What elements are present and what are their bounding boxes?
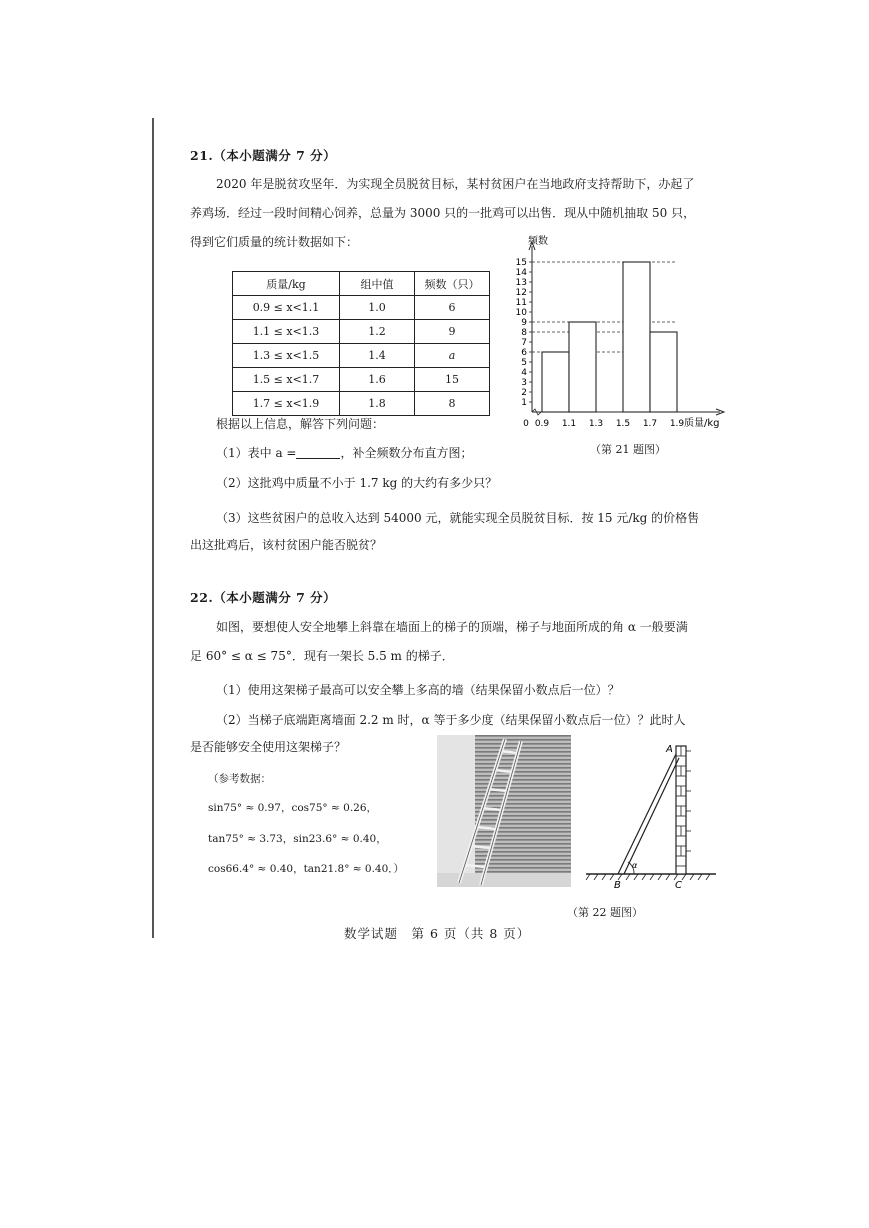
histogram-bar (650, 332, 677, 412)
reference-line3: cos66.4° ≈ 0.40，tan21.8° ≈ 0.40．） (208, 863, 405, 875)
q22-sub1: （1）使用这架梯子最高可以安全攀上多高的墙（结果保留小数点后一位）？ (216, 683, 620, 697)
table-row (233, 296, 490, 320)
reference-line1: sin75° ≈ 0.97，cos75° ≈ 0.26， (208, 802, 378, 814)
x-tick-label: 0 (523, 419, 529, 429)
answer-blank[interactable] (296, 446, 340, 459)
table-cell: 6 (415, 296, 490, 320)
y-tick-label: 5 (521, 358, 527, 368)
q22-intro-line2: 足 60° ≤ α ≤ 75°．现有一架长 5.5 m 的梯子． (190, 649, 454, 663)
ladder-photo (437, 735, 571, 887)
table-cell: 1.4 (340, 344, 415, 368)
y-tick-label: 6 (521, 348, 527, 358)
x-axis-label: 质量/kg (684, 418, 720, 429)
y-tick-label: 8 (521, 328, 527, 338)
y-tick-label: 13 (515, 278, 527, 288)
q21-intro-line2: 养鸡场．经过一段时间精心饲养，总量为 3000 只的一批鸡可以出售．现从中随机抽取 50 只， (190, 206, 696, 220)
table-header-row (233, 272, 490, 296)
y-tick-label: 10 (515, 308, 527, 318)
point-a-label: A (666, 744, 673, 755)
table-row (233, 320, 490, 344)
table-row (233, 368, 490, 392)
table-cell: 1.2 (340, 320, 415, 344)
table-cell: a (415, 344, 490, 368)
angle-alpha-label: α (632, 861, 638, 870)
q21-sub3-line2: 出这批鸡后，该村贫困户能否脱贫？ (190, 538, 383, 552)
reference-line2: tan75° ≈ 3.73，sin23.6° ≈ 0.40， (208, 833, 387, 845)
q22-intro-line1: 如图，要想使人安全地攀上斜靠在墙面上的梯子的顶端，梯子与地面所成的角 α 一般要满 (216, 620, 688, 634)
point-c-label: C (675, 880, 682, 891)
table-cell: 15 (415, 368, 490, 392)
y-tick-label: 9 (521, 318, 527, 328)
q21-sub3-line1: （3）这些贫困户的总收入达到 54000 元，就能实现全员脱贫目标．按 15 元/kg 的价格售 (216, 511, 700, 525)
x-tick-label: 1.3 (588, 419, 604, 429)
table-cell: 0.9 ≤ x<1.1 (233, 296, 340, 320)
histogram-bar (569, 322, 596, 412)
y-tick-label: 4 (521, 368, 527, 378)
x-tick-label: 1.9 (669, 419, 685, 429)
y-tick-label: 12 (515, 288, 527, 298)
q21-sub1 (216, 440, 473, 466)
table-cell: 1.5 ≤ x<1.7 (233, 368, 340, 392)
table-cell: 1.0 (340, 296, 415, 320)
y-tick-label: 11 (515, 298, 527, 308)
q22-header: 22.（本小题满分 7 分） (190, 590, 337, 605)
ladder-geometry-diagram (582, 738, 720, 896)
q22-sub2-line2: 是否能够安全使用这架梯子？ (190, 740, 347, 754)
y-tick-label: 3 (521, 378, 527, 388)
y-tick-label: 2 (521, 388, 527, 398)
q21-sub2: （2）这批鸡中质量不小于 1.7 kg 的大约有多少只？ (216, 476, 498, 490)
page-margin-line (152, 118, 154, 938)
frequency-table (232, 271, 490, 416)
q22-figure-caption: （第 22 题图） (567, 906, 643, 919)
y-axis-label: 频数 (528, 236, 548, 247)
q22-sub2-line1: （2）当梯子底端距离墙面 2.2 m 时，α 等于多少度（结果保留小数点后一位）？此时人 (216, 713, 686, 727)
q21-intro-line1: 2020 年是脱贫攻坚年．为实现全员脱贫目标，某村贫困户在当地政府支持帮助下，办起了 (216, 177, 695, 191)
x-tick-label: 0.9 (534, 419, 550, 429)
y-tick-label: 7 (521, 338, 527, 348)
table-cell: 9 (415, 320, 490, 344)
table-header-cell: 组中值 (340, 272, 415, 296)
histogram-bar (542, 352, 569, 412)
table-cell: 1.3 ≤ x<1.5 (233, 344, 340, 368)
table-header-cell: 质量/kg (233, 272, 340, 296)
q21-figure-caption: （第 21 题图） (590, 443, 666, 456)
q21-sub1-suffix: ，补全频数分布直方图； (340, 446, 473, 460)
reference-title: （参考数据： (208, 773, 271, 785)
y-tick-label: 14 (515, 268, 527, 278)
frequency-histogram (498, 232, 738, 437)
table-cell: 8 (415, 392, 490, 416)
q21-sub1-prefix: （1）表中 a = (216, 446, 297, 460)
table-cell: 1.7 ≤ x<1.9 (233, 392, 340, 416)
table-row (233, 344, 490, 368)
page-footer: 数学试题 第 6 页（共 8 页） (344, 926, 531, 941)
x-tick-label: 1.7 (642, 419, 658, 429)
table-cell: 1.6 (340, 368, 415, 392)
q21-intro-line3: 得到它们质量的统计数据如下： (190, 235, 359, 249)
histogram-bar (623, 262, 650, 412)
q21-prompt: 根据以上信息，解答下列问题： (216, 417, 385, 431)
y-tick-label: 1 (521, 398, 527, 408)
point-b-label: B (614, 880, 621, 891)
y-tick-label: 15 (515, 258, 527, 268)
x-tick-label: 1.1 (561, 419, 577, 429)
q21-header: 21.（本小题满分 7 分） (190, 148, 337, 163)
table-cell: 1.8 (340, 392, 415, 416)
x-tick-label: 1.5 (615, 419, 631, 429)
table-cell: 1.1 ≤ x<1.3 (233, 320, 340, 344)
table-header-cell: 频数（只） (415, 272, 490, 296)
